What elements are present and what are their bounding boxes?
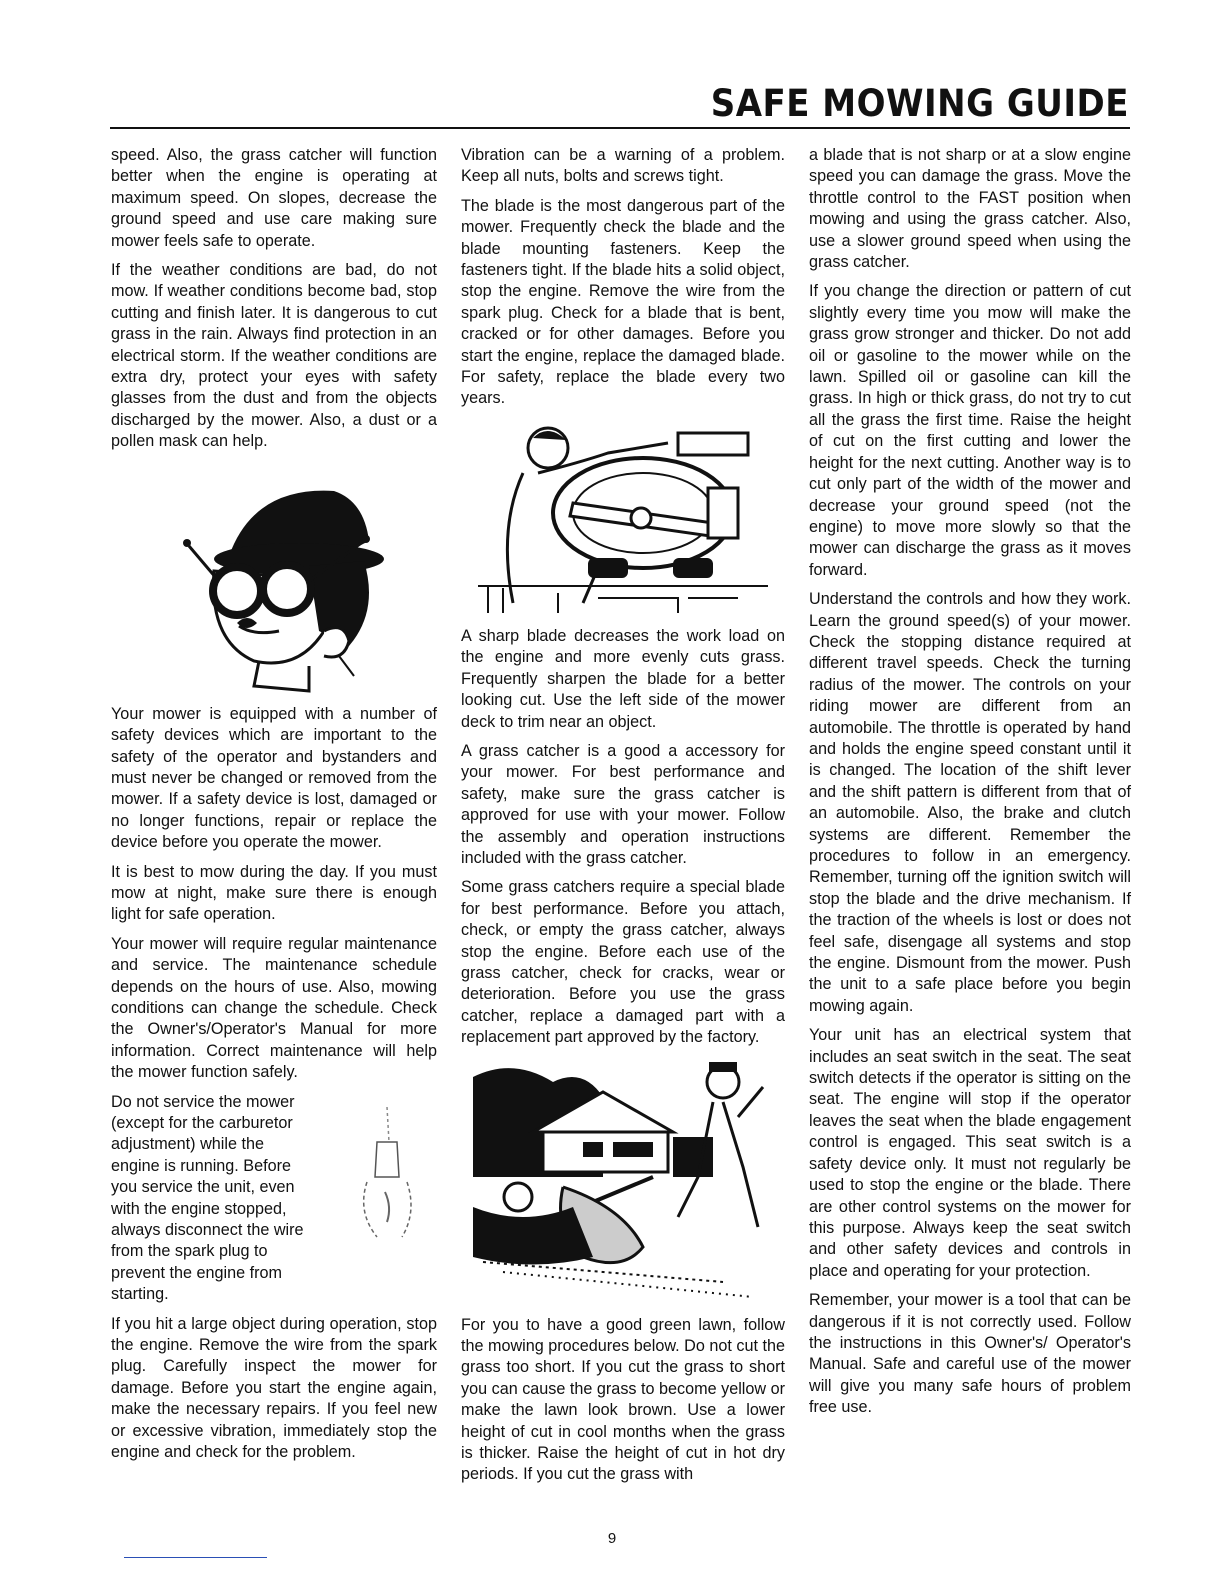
blade-inspection-illustration [478, 418, 768, 618]
paragraph-cut-pattern: If you change the direction or pattern of cut slightly every time you mow will make the grass grow stronger and thicker. Do not add oil or gasoline to the mower while on the lawn. Spilled oil or gasoline can kill the grass. In high or thick grass, do not try to cut all the grass the first time. Raise the height of cut on the first cutting and lower the height for the next cutting. Another way is to cut only part of the width of the mower and decrease your ground speed (not the engine) to move more slowly so that the mower can discharge the grass as it moves forward. [809, 282, 1131, 579]
column-left [111, 145, 437, 1472]
page-number: 9 [607, 1530, 617, 1547]
paragraph-special-blade: Some grass catchers require a special blade for best performance. Before you attach, check, or empty the grass catcher, always stop the engine. Before each use of the grass catcher, check for cracks, wear or deterioration. Before you use the grass catcher, replace a damaged part with a replacement part approved by the factory. [461, 878, 785, 1047]
paragraph-remember: Remember, your mower is a tool that can be dangerous if it is not correctly used. Follow the instructions in this Owner's/ Operator's Manual. Safe and careful use of the mower will give you many safe hours of problem free use. [809, 1291, 1131, 1417]
paragraph-throttle-fast: a blade that is not sharp or at a slow engine speed you can damage the grass. Move the throttle control to the FAST position when mowing and using the grass catcher. Also, use a slower ground speed when using the grass catcher. [809, 146, 1131, 272]
paragraph-maintenance: Your mower will require regular maintenance and service. The maintenance schedule depends on the hours of use. Also, mowing conditions can change the schedule. Check the Owner's/Operator's Manual for more information. Correct maintenance will help the mower function safely. [111, 934, 437, 1082]
goggles-man-illustration [159, 461, 389, 696]
service-wrap-block [111, 1092, 437, 1306]
paragraph-mow-daytime: It is best to mow during the day. If you must mow at night, make sure there is enough light for safe operation. [111, 862, 437, 924]
footer-line [124, 1557, 267, 1558]
column-middle [461, 145, 785, 1494]
paragraph-safety-devices: Your mower is equipped with a number of safety devices which are important to the safety of the operator and bystanders and must never be changed or removed from the mower. If a safety device is lost, damaged or no longer functions, repair or replace the device before you operate the mower. [111, 704, 437, 852]
paragraph-blade-danger: The blade is the most dangerous part of the mower. Frequently check the blade and the blade mounting fasteners. Keep the fasteners tight. If the blade hits a solid object, stop the engine. Remove the wire from the spark plug. Check for a blade that is bent, cracked or for other damages. Before you start the engine, replace the damaged blade. For safety, replace the blade every two years. [461, 196, 785, 408]
paragraph-vibration: Vibration can be a warning of a problem. Keep all nuts, bolts and screws tight. [461, 146, 785, 186]
paragraph-large-object: If you hit a large object during operation, stop the engine. Remove the wire from the spark plug. Carefully inspect the mower for damage. Before you start the engine again, make the necessary repairs. If you feel new or excessive vibration, immediately stop the engine and check for the problem. [111, 1314, 437, 1462]
page-title: SAFE MOWING GUIDE [710, 82, 1129, 126]
paragraph-sharp-blade: A sharp blade decreases the work load on the engine and more evenly cuts grass. Frequently sharpen the blade for a better looking cut. Use the left side of the mower deck to trim near an object. [461, 626, 785, 731]
header-rule [110, 127, 1130, 129]
paragraph-weather: If the weather conditions are bad, do not mow. If weather conditions become bad, stop cutting and finish later. It is dangerous to cut grass in the rain. Always find protection in an electrical storm. If the weather conditions are extra dry, protect your eyes with safety glasses from the dust and from the objects discharged by the mower. Also, a dust or a pollen mask can help. [111, 261, 437, 451]
paragraph-ground-speed: speed. Also, the grass catcher will function better when the engine is operating at maximum speed. On slopes, decrease the ground speed and use care making sure mower feels safe to operate. [111, 146, 437, 250]
spark-plug-sketch [347, 1102, 427, 1252]
paragraph-green-lawn: For you to have a good green lawn, follow the mowing procedures below. Do not cut the grass too short. If you cut the grass to short you can cause the grass to become yellow or make the lawn look brown. Use a lower height of cut in cool months when the grass is thicker. Raise the height of cut in hot dry periods. If you cut the grass with [461, 1315, 785, 1484]
column-right [809, 145, 1131, 1427]
paragraph-seat-switch: Your unit has an electrical system that includes an seat switch in the seat. The seat switch detects if the operator is sitting on the seat. The engine will stop if the operator leaves the seat when the blade engagement control is engaged. This seat switch is a safety device only. It must not regularly be used to stop the engine or the blade. There are other control systems on the mower for this purpose. Always keep the seat switch and other safety devices and controls in place and operating for your protection. [809, 1026, 1131, 1280]
paragraph-controls: Understand the controls and how they work. Learn the ground speed(s) of your mower. Check the stopping distance required at different travel speeds. Check the turning radius of the mower. The controls on your riding mower are different from an automobile. The throttle is operated by hand and holds the engine speed constant until it is changed. The location of the shift lever and the shift pattern is different from that of an automobile. Also, the brake and clutch systems are different. Remember the procedures to follow in an emergency. Remember, turning off the ignition switch will stop the blade and the drive mechanism. If the traction of the wheels is lost or does not feel safe, disengage all systems and stop the engine. Dismount from the mower. Push the unit to a safe place before you begin mowing again. [809, 590, 1131, 1015]
paragraph-grass-catcher: A grass catcher is a good a accessory for your mower. For best performance and safety, make sure the grass catcher is approved for use with your mower. Follow the assembly and operation instructions included with the grass catcher. [461, 741, 785, 867]
paragraph-service: Do not service the mower (except for the carburetor adjustment) while the engine is running. Before you service the unit, even with the engine stopped, always disconnect the wire from the spark plug to prevent the engine from starting. [111, 1092, 304, 1304]
lawn-mowing-illustration [473, 1057, 773, 1307]
